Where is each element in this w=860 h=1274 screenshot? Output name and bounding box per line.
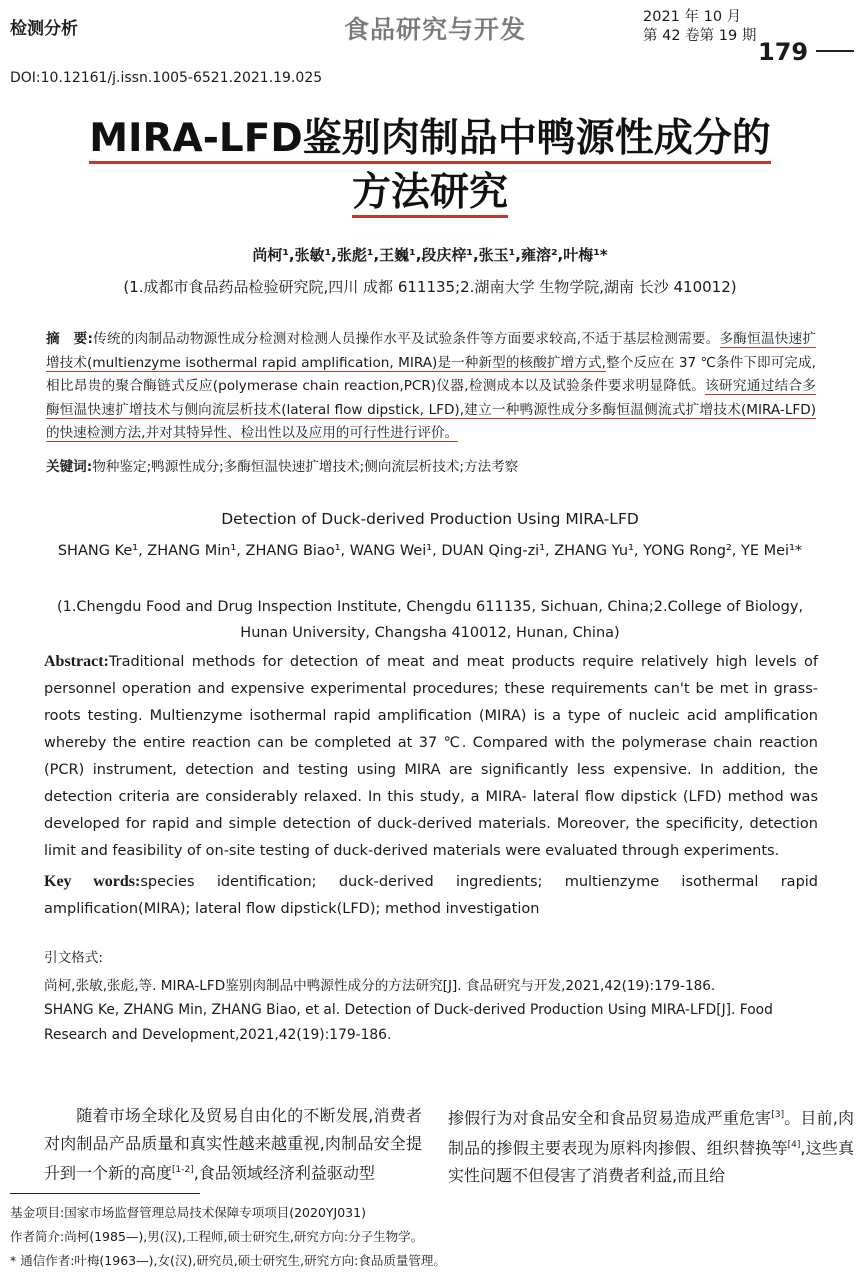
english-authors: SHANG Ke¹, ZHANG Min¹, ZHANG Biao¹, WANG Wei¹, DUAN Qing-zi¹, ZHANG Yu¹, YONG Rong², YE Mei¹* [57,543,803,559]
abstract-en-label: Abstract: [44,653,109,670]
abstract-cn-part4: 该研究通过结合多酶恒温快速扩增技术与侧向流层析技术(lateral flow dipstick, LFD),建立一种鸭源性成分多酶恒温侧流式扩增技术(MIRA-LFD)的快速检测方法,并对其特异性、检出性以及应用的可行性进行评价。 [46,378,817,441]
reference-marker: [4] [787,1139,801,1150]
keywords-en-text: species identification; duck-derived ingredients; multienzyme isothermal rapid amplification(MIRA); lateral flow dipstick(LFD); method investigation [44,874,819,917]
affiliation-cn: (1.成都市食品药品检验研究院,四川 成都 611135;2.湖南大学 生物学院,湖南 长沙 410012) [123,278,737,296]
abstract-cn-part2: 多酶恒温快速扩增技术(multienzyme isothermal rapid amplification, MIRA)是一种新型的核酸扩增方式, [46,331,817,371]
citation-label: 引文格式: [44,950,103,966]
english-title: Detection of Duck-derived Production Using MIRA-LFD [221,510,639,528]
footnote-author: 作者简介:尚柯(1985—),男(汉),工程师,硕士研究生,研究方向:分子生物学。 [10,1229,424,1244]
keywords-cn [46,456,816,480]
doi: DOI:10.12161/j.issn.1005-6521.2021.19.025 [10,70,323,86]
keywords-cn-text: 物种鉴定;鸭源性成分;多酶恒温快速扩增技术;侧向流层析技术;方法考察 [92,459,519,475]
page-number-rule [816,50,854,52]
reference-marker: [3] [771,1110,785,1120]
issue-date [643,8,756,46]
abstract-en-text: Traditional methods for detection of meat and meat products require relatively high levels of personnel operation and expensive experimental procedures; these requirements can't be met in grass-roots testing. Multienzyme isothermal rapid amplification (MIRA) is a type of nucleic acid amplification whereby the entire reaction can be completed at 37 ℃. Compared with the polymerase chain reaction (PCR) instrument, detection and testing using MIRA are significantly less expensive. In addition, the detection criteria are considerably relaxed. In this study, a MIRA- lateral flow dipstick (LFD) method was developed for rapid and simple detection of duck-derived materials. Moreover, the specificity, detection limit and feasibility of on-site testing of duck-derived materials were evaluated through experiments. [44,654,818,859]
abstract-cn [46,328,816,446]
reference-marker: [1-2] [172,1165,194,1175]
body-right-text-c: ,这些真实性问题不但侵害了消费者利益,而且给 [448,1138,854,1185]
english-affiliation: (1.Chengdu Food and Drug Inspection Institute, Chengdu 611135, Sichuan, China;2.College of Biology, Hunan University, Changsha 410012, Hunan, China) [56,599,804,641]
body-left-text-a: 随着市场全球化及贸易自由化的不断发展,消费者对肉制品产品质量和真实性越来越重视,肉制品安全提升到一个新的高度 [44,1106,422,1183]
title-line-1: MIRA-LFD鉴别肉制品中鸭源性成分的 [89,116,771,164]
citation-cn: 尚柯,张敏,张彪,等. MIRA-LFD鉴别肉制品中鸭源性成分的方法研究[J]. 食品研究与开发,2021,42(19):179-186. [44,978,716,994]
page-number: 179 [758,38,809,66]
body-right-text-b: 。目前,肉制品的掺假主要表现为原料肉掺假、组织替换等 [448,1108,854,1158]
issue-volume-line: 第 42 卷第 19 期 [643,28,757,44]
keywords-en-label: Key words: [44,873,141,890]
abstract-cn-label: 摘 要: [46,331,93,347]
body-left-text-b: ,食品领域经济利益驱动型 [193,1163,375,1183]
body-column-right [448,1102,854,1189]
citation-en: SHANG Ke, ZHANG Min, ZHANG Biao, et al. Detection of Duck-derived Production Using MIRA-LFD[J]. Food Research and Development,2021,42(19):179-186. [44,1002,773,1043]
keywords-en [44,868,818,923]
abstract-cn-part3: 整个反应在 37 ℃条件下即可完成,相比昂贵的聚合酶链式反应(polymerase chain reaction,PCR)仪器,检测成本以及试验条件要求明显降低。 [46,354,816,394]
journal-name: 食品研究与开发 [344,15,527,44]
footnote-fund: 基金项目:国家市场监督管理总局技术保障专项项目(2020YJ031) [10,1205,366,1220]
keywords-cn-label: 关键词: [46,459,93,475]
authors-cn: 尚柯¹,张敏¹,张彪¹,王巍¹,段庆梓¹,张玉¹,雍溶²,叶梅¹* [252,246,608,264]
footnote-corresponding: * 通信作者:叶梅(1963—),女(汉),研究员,硕士研究生,研究方向:食品质量管理。 [10,1253,446,1268]
abstract-en [44,648,818,865]
abstract-cn-part1: 传统的肉制品动物源性成分检测对检测人员操作水平及试验条件等方面要求较高,不适于基层检测需要。 [92,331,720,347]
issue-date-line1: 2021 年 10 月 [643,9,742,25]
footnote-divider [10,1193,200,1194]
title-line-2: 方法研究 [352,170,508,218]
paper-title [0,112,860,220]
body-right-text-a: 掺假行为对食品安全和食品贸易造成严重危害 [448,1108,772,1128]
body-column-left [44,1102,422,1187]
section-label: 检测分析 [10,19,78,39]
